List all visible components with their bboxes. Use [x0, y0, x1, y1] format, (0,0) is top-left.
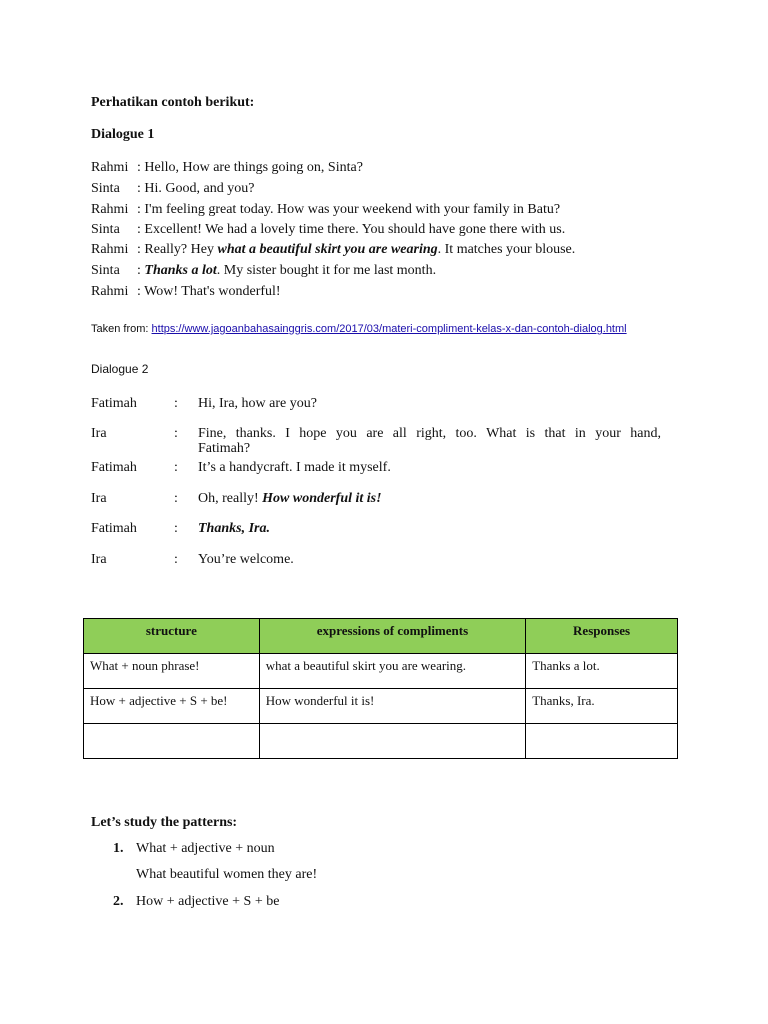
pattern-text: How + adjective + S + be [136, 894, 280, 909]
dialogue-text-block [198, 491, 661, 507]
source-label: Taken from: [91, 323, 152, 335]
table-header: expressions of compliments [259, 619, 526, 654]
colon: : [174, 552, 178, 567]
colon: : [174, 396, 178, 411]
dialogue-text-block [198, 396, 661, 412]
speaker-name: Sinta [91, 263, 120, 278]
dialogue1-line [91, 181, 254, 197]
dialogue-text-continued: Fatimah? [198, 441, 251, 456]
pattern-number: 1. [113, 841, 124, 856]
dialogue-text-block [198, 426, 661, 442]
dialogue-text: : Hi. Good, and you? [137, 181, 255, 196]
pattern-item-2 [113, 894, 279, 910]
compliment-phrase: Thanks a lot [144, 263, 217, 278]
dialogue-text: Hi, Ira, how are you? [198, 396, 317, 411]
table-header: structure [84, 619, 260, 654]
speaker-name: Rahmi [91, 284, 129, 299]
speaker-name: Ira [91, 552, 107, 567]
dialogue-text-block [198, 460, 661, 476]
colon: : [174, 426, 178, 441]
speaker-name: Ira [91, 426, 107, 441]
intro-heading: Perhatikan contoh berikut: [91, 95, 255, 110]
table-row [84, 689, 678, 724]
speaker-name: Sinta [91, 222, 120, 237]
dialogue-text: : Wow! That's wonderful! [137, 284, 281, 299]
dialogue1-line [91, 242, 575, 258]
pattern-text: What + adjective + noun [136, 841, 275, 856]
compliments-table [83, 618, 678, 759]
speaker-name: Ira [91, 491, 107, 506]
dialogue-text: : Excellent! We had a lovely time there. You should have gone there with us. [137, 222, 566, 237]
pattern-example-1: What beautiful women they are! [136, 867, 318, 882]
dialogue-text-block [198, 521, 661, 537]
dialogue-text: . It matches your blouse. [437, 242, 576, 257]
dialogue1-line [91, 284, 281, 300]
dialogue1-line [91, 263, 436, 279]
dialogue-text: : Hello, How are things going on, Sinta? [137, 160, 363, 175]
table-header: Responses [526, 619, 678, 654]
table-cell: Thanks a lot. [526, 654, 678, 689]
table-header-row [84, 619, 678, 654]
dialogue1-line [91, 222, 565, 238]
table-row [84, 724, 678, 759]
patterns-title: Let’s study the patterns: [91, 815, 238, 830]
table-cell [526, 724, 678, 759]
speaker-name: Fatimah [91, 396, 137, 411]
source-citation [91, 323, 627, 335]
dialogue-text: You’re welcome. [198, 552, 294, 567]
compliment-phrase: Thanks, Ira. [198, 521, 270, 536]
speaker-name: Rahmi [91, 160, 129, 175]
dialogue1-title: Dialogue 1 [91, 127, 155, 142]
dialogue-text: Oh, really! [198, 491, 263, 506]
speaker-name: Fatimah [91, 460, 137, 475]
table-cell: How + adjective + S + be! [84, 689, 260, 724]
table-cell: What + noun phrase! [84, 654, 260, 689]
table-cell: How wonderful it is! [259, 689, 526, 724]
table-cell [84, 724, 260, 759]
speaker-name: Fatimah [91, 521, 137, 536]
colon: : [174, 460, 178, 475]
dialogue2-title: Dialogue 2 [91, 362, 149, 376]
dialogue-text: It’s a handycraft. I made it myself. [198, 460, 391, 475]
table-cell [259, 724, 526, 759]
compliment-phrase: How wonderful it is! [262, 491, 382, 506]
dialogue-text: : I'm feeling great today. How was your weekend with your family in Batu? [137, 202, 561, 217]
dialogue-text: : [137, 263, 145, 278]
pattern-number: 2. [113, 894, 124, 909]
pattern-item-1 [113, 841, 275, 857]
dialogue-text-block [198, 552, 661, 568]
source-link[interactable]: https://www.jagoanbahasainggris.com/2017/03/materi-compliment-kelas-x-dan-contoh-dialog.html [151, 323, 627, 335]
dialogue1-line [91, 160, 363, 176]
compliment-phrase: what a beautiful skirt you are wearing [217, 242, 438, 257]
speaker-name: Rahmi [91, 242, 129, 257]
colon: : [174, 491, 178, 506]
table-cell: Thanks, Ira. [526, 689, 678, 724]
speaker-name: Rahmi [91, 202, 129, 217]
table-row [84, 654, 678, 689]
dialogue-text: . My sister bought it for me last month. [216, 263, 437, 278]
speaker-name: Sinta [91, 181, 120, 196]
dialogue-text: : Really? Hey [137, 242, 218, 257]
dialogue-text: Fine, thanks. I hope you are all right, too. What is that in your hand, [198, 426, 661, 441]
dialogue1-line [91, 202, 560, 218]
colon: : [174, 521, 178, 536]
table-cell: what a beautiful skirt you are wearing. [259, 654, 526, 689]
